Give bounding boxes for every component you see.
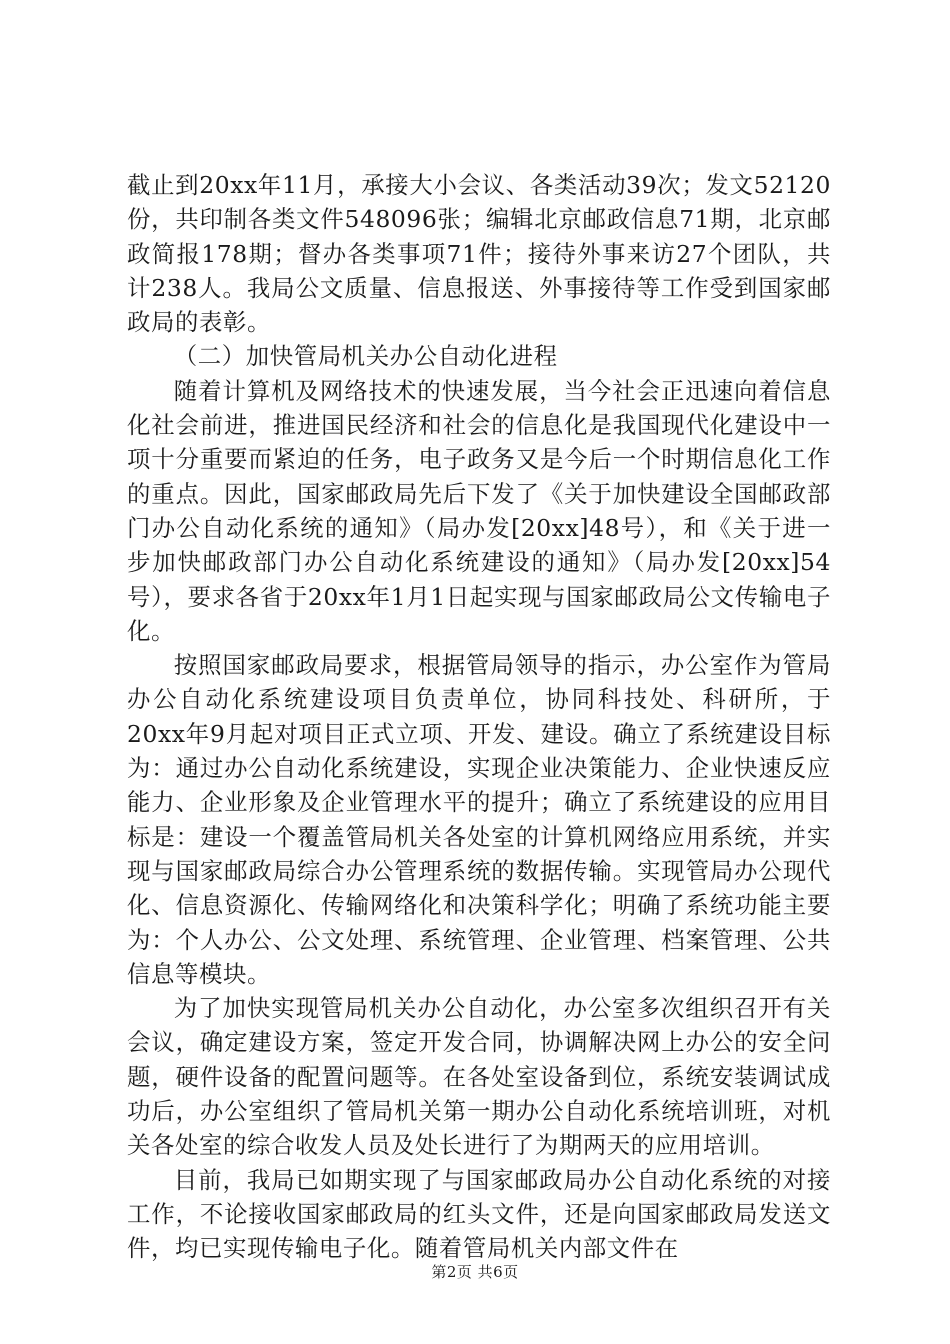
paragraph-statistics: 截止到20xx年11月，承接大小会议、各类活动39次；发文52120份，共印制各类文件548096张；编辑北京邮政信息71期，北京邮政简报178期；督办各类事项71件；接待外事来访27个团队，共计238人。我局公文质量、信息报送、外事接待等工作受到国家邮政局的表彰。 — [127, 171, 831, 337]
paragraph-background: 随着计算机及网络技术的快速发展，当今社会正迅速向着信息化社会前进，推进国民经济和社会的信息化是我国现代化建设中一项十分重要而紧迫的任务，电子政务又是今后一个时期信息化工作的重点。因此，国家邮政局先后下发了《关于加快建设全国邮政部门办公自动化系统的通知》（局办发[20xx]48号），和《关于进一步加快邮政部门办公自动化系统建设的通知》（局办发[20xx]54号），要求各省于20xx年1月1日起实现与国家邮政局公文传输电子化。 — [127, 376, 831, 645]
paragraph-current-status: 目前，我局已如期实现了与国家邮政局办公自动化系统的对接工作，不论接收国家邮政局的红头文件，还是向国家邮政局发送文件，均已实现传输电子化。随着管局机关内部文件在 — [127, 1165, 831, 1263]
paragraph-project-goals: 按照国家邮政局要求，根据管局领导的指示，办公室作为管局办公自动化系统建设项目负责单位，协同科技处、科研所，于20xx年9月起对项目正式立项、开发、建设。确立了系统建设目标为：通过办公自动化系统建设，实现企业决策能力、企业快速反应能力、企业形象及企业管理水平的提升；确立了系统建设的应用目标是：建设一个覆盖管局机关各处室的计算机网络应用系统，并实现与国家邮政局综合办公管理系统的数据传输。实现管局办公现代化、信息资源化、传输网络化和决策科学化；明确了系统功能主要为：个人办公、公文处理、系统管理、企业管理、档案管理、公共信息等模块。 — [127, 651, 831, 988]
page-number-footer: 第2页 共6页 — [431, 1263, 519, 1281]
paragraph-implementation: 为了加快实现管局机关办公自动化，办公室多次组织召开有关会议，确定建设方案，签定开发合同，协调解决网上办公的安全问题，硬件设备的配置问题等。在各处室设备到位，系统安装调试成功后，办公室组织了管局机关第一期办公自动化系统培训班，对机关各处室的综合收发人员及处长进行了为期两天的应用培训。 — [127, 994, 831, 1160]
section-heading: （二）加快管局机关办公自动化进程 — [173, 342, 558, 371]
document-body — [127, 168, 831, 1266]
